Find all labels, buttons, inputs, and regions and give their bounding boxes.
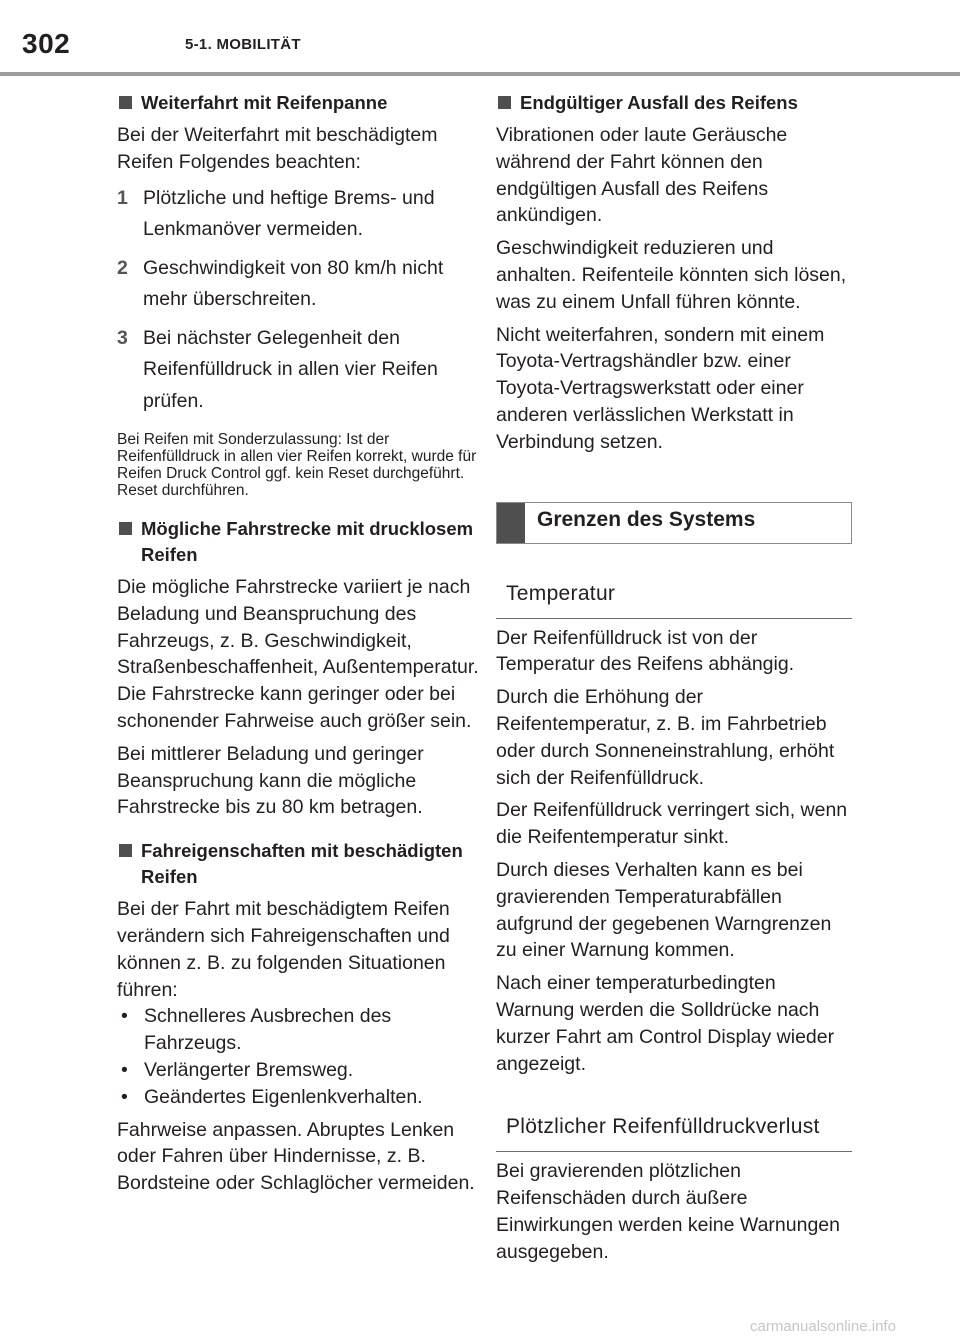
left-column [117, 86, 479, 1197]
paragraph: Bei der Weiterfahrt mit beschädigtem Reifen Folgendes beachten: [117, 124, 438, 173]
heading-weiterfahrt: Weiterfahrt mit Reifenpanne [117, 90, 479, 116]
subheading-druckverlust: Plötzlicher Reifenfülldruckverlust [496, 1115, 852, 1152]
paragraph: Nicht weiterfahren, sondern mit einem Toyota-Vertragshändler bzw. einer Toyota-Vertragswerkstatt oder einer anderen verlässlichen Werkstatt in Verbindung setzen. [496, 323, 825, 453]
header-divider [0, 72, 960, 76]
section-title: Grenzen des Systems [537, 507, 756, 531]
step-item [117, 183, 479, 246]
paragraph: Durch die Erhöhung der Reifentemperatur, z. B. im Fahrbetrieb oder durch Sonneneinstrahlung, erhöht sich der Reifenfülldruck. [496, 686, 835, 789]
paragraph: Nach einer temperaturbedingten Warnung werden die Solldrücke nach kurzer Fahrt am Control Display wieder angezeigt. [496, 972, 835, 1075]
list-item: • Verlängerter Bremsweg. [117, 1057, 479, 1084]
heading-ausfall: Endgültiger Ausfall des Reifens [496, 90, 852, 116]
paragraph: Bei der Fahrt mit beschädigtem Reifen verändern sich Fahreigenschaften und können z. B. zu folgenden Situationen führen: [117, 898, 450, 1001]
section-bar [497, 503, 525, 543]
step-number: 2 [117, 256, 128, 279]
step-number: 1 [117, 186, 128, 209]
section-heading-box [496, 502, 852, 544]
note-text: Bei Reifen mit Sonderzulassung: Ist der Reifenfülldruck in allen vier Reifen korrekt, wurde für Reifen Druck Control ggf. kein Reset durchgeführt. Reset durchführen. [117, 431, 477, 500]
square-bullet-icon [119, 96, 132, 109]
paragraph: Die mögliche Fahrstrecke variiert je nach Beladung und Beanspruchung des Fahrzeugs, z. B. Geschwindigkeit, Straßenbeschaffenheit, Außentemperatur. Die Fahrstrecke kann geringer oder bei schonender Fahrweise auch größer sein. [117, 576, 479, 733]
paragraph: Bei gravierenden plötzlichen Reifenschäden durch äußere Einwirkungen werden keine Warnungen ausgegeben. [496, 1160, 840, 1263]
subheading-temperatur: Temperatur [496, 582, 852, 619]
bullet-dot-icon: • [121, 1059, 128, 1082]
page-header [0, 0, 960, 78]
paragraph: Vibrationen oder laute Geräusche während der Fahrt können den endgültigen Ausfall des Reifens ankündigen. [496, 124, 788, 227]
paragraph: Durch dieses Verhalten kann es bei gravierenden Temperaturabfällen aufgrund der gegebenen Warngrenzen zu einer Warnung kommen. [496, 858, 832, 962]
list-item: • Schnelleres Ausbrechen des Fahrzeugs. [117, 1003, 479, 1057]
paragraph: Bei mittlerer Beladung und geringer Beanspruchung kann die mögliche Fahrstrecke bis zu 80 km betragen. [117, 742, 424, 819]
square-bullet-icon [119, 522, 132, 535]
paragraph: Fahrweise anpassen. Abruptes Lenken oder Fahren über Hindernisse, z. B. Bordsteine oder Schlaglöcher vermeiden. [117, 1118, 475, 1195]
heading-fahrstrecke: Mögliche Fahrstrecke mit drucklosem Reifen [117, 516, 479, 568]
watermark: carmanualsonline.info [750, 1318, 896, 1335]
square-bullet-icon [119, 844, 132, 857]
page-number: 302 [22, 28, 71, 59]
step-text: Geschwindigkeit von 80 km/h nicht mehr überschreiten. [143, 256, 444, 311]
chapter-title: 5-1. MOBILITÄT [185, 36, 301, 53]
bullet-dot-icon: • [121, 1085, 128, 1108]
step-text: Bei nächster Gelegenheit den Reifenfülldruck in allen vier Reifen prüfen. [143, 326, 438, 412]
bullet-dot-icon: • [121, 1005, 128, 1028]
paragraph: Geschwindigkeit reduzieren und anhalten. Reifenteile könnten sich lösen, was zu einem Unfall führen könnte. [496, 237, 847, 313]
step-item [117, 323, 479, 418]
step-item [117, 253, 479, 316]
square-bullet-icon [498, 96, 511, 109]
right-column [496, 86, 852, 1266]
step-number: 3 [117, 326, 128, 349]
step-text: Plötzliche und heftige Brems- und Lenkmanöver vermeiden. [143, 186, 435, 241]
heading-fahreigenschaften: Fahreigenschaften mit beschädigten Reifen [117, 838, 479, 890]
list-item: • Geändertes Eigenlenkverhalten. [117, 1084, 479, 1111]
paragraph: Der Reifenfülldruck ist von der Temperatur des Reifens abhängig. [496, 626, 795, 676]
paragraph: Der Reifenfülldruck verringert sich, wenn die Reifentemperatur sinkt. [496, 799, 848, 849]
